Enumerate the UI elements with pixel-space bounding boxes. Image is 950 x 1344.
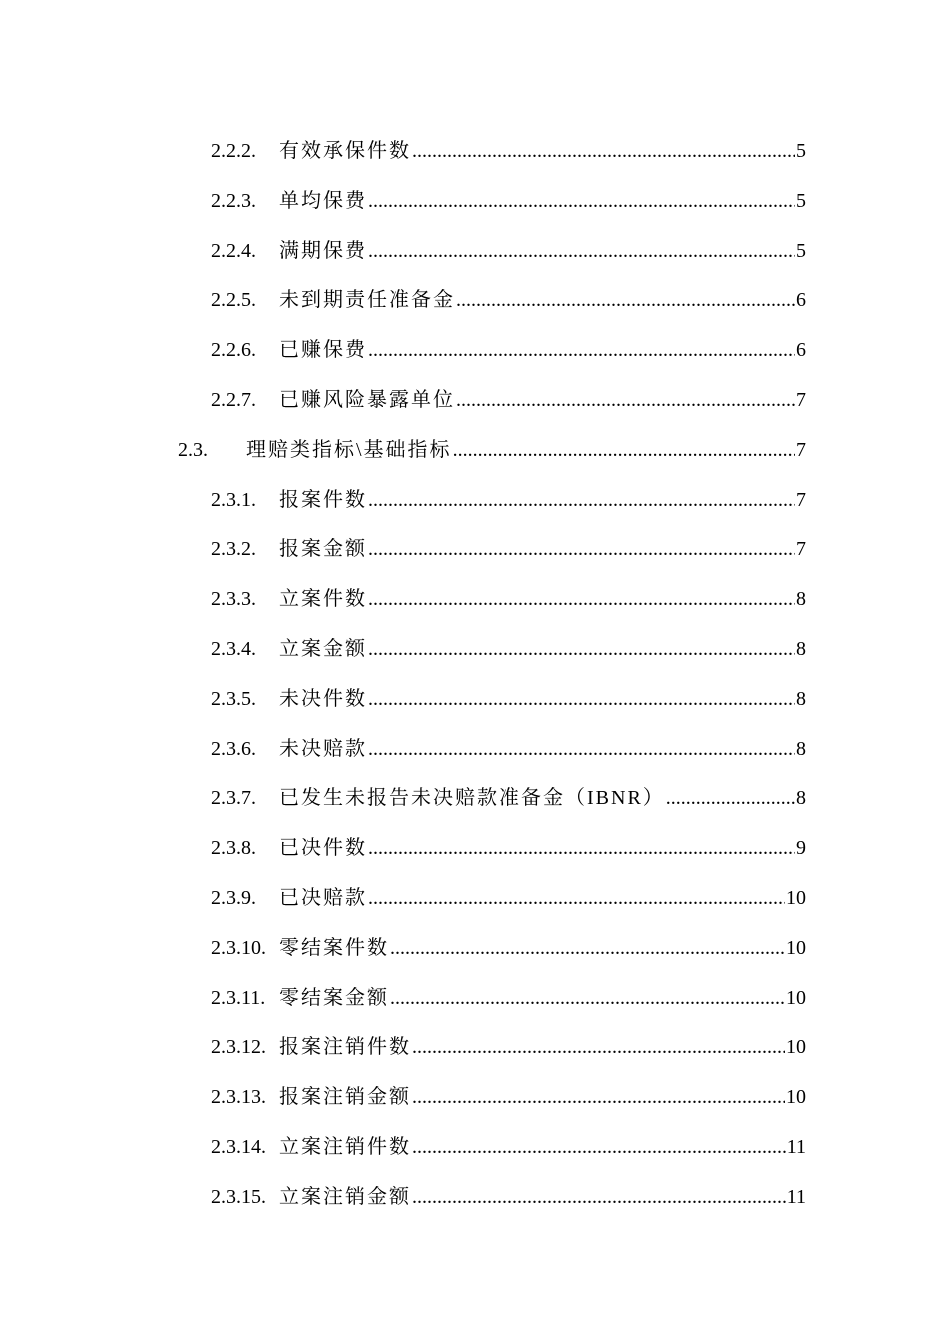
toc-leader-dots <box>456 285 795 315</box>
toc-entry-page: 5 <box>796 239 806 262</box>
toc-entry-page: 10 <box>786 936 806 959</box>
toc-entry-page: 7 <box>796 538 806 561</box>
toc-leader-dots <box>412 1132 786 1162</box>
toc-entry-number: 2.3.7. <box>211 787 256 810</box>
toc-entry[interactable] <box>211 186 806 216</box>
toc-entry[interactable] <box>211 335 806 365</box>
toc-entry[interactable] <box>211 1082 806 1112</box>
toc-leader-dots <box>412 136 795 166</box>
toc-leader-dots <box>368 634 795 664</box>
toc-entry[interactable] <box>211 734 806 764</box>
toc-entry-number: 2.2.7. <box>211 389 256 411</box>
toc-entry-title: 立案注销金额 <box>279 1185 411 1208</box>
toc-entry-page: 10 <box>786 1086 806 1109</box>
toc-entry-number: 2.3.4. <box>211 638 256 660</box>
toc-entry[interactable] <box>211 136 806 166</box>
toc-entry-number: 2.3.9. <box>211 887 256 909</box>
toc-entry[interactable] <box>211 833 806 863</box>
toc-entry-page: 11 <box>786 1185 806 1208</box>
toc-entry-title: 未到期责任准备金 <box>279 289 455 312</box>
toc-entry-page: 10 <box>786 887 806 909</box>
toc-entry-page: 5 <box>796 189 806 212</box>
toc-entry-page: 8 <box>796 687 806 710</box>
toc-entry-title: 未决件数 <box>279 687 367 710</box>
toc-entry[interactable] <box>211 684 806 714</box>
toc-entry-number: 2.3.6. <box>211 737 256 760</box>
toc-leader-dots <box>453 435 795 465</box>
toc-entry-number: 2.3.8. <box>211 837 256 860</box>
toc-entry-title: 报案金额 <box>279 538 367 561</box>
toc-entry[interactable] <box>211 534 806 564</box>
toc-entry[interactable] <box>211 634 806 664</box>
toc-entry-title: 已决赔款 <box>279 887 367 909</box>
toc-entry-page: 7 <box>796 389 806 411</box>
toc-entry-title: 满期保费 <box>279 239 367 262</box>
toc-entry-title: 立案件数 <box>279 588 367 611</box>
toc-entry-page: 8 <box>796 787 806 810</box>
toc-entry-page: 6 <box>796 339 806 362</box>
toc-leader-dots <box>368 584 795 614</box>
toc-entry-number: 2.3.11. <box>211 986 266 1009</box>
toc-entry-title: 立案金额 <box>279 638 367 660</box>
toc-entry-number: 2.3.3. <box>211 588 256 611</box>
toc-entry-title: 报案注销金额 <box>279 1086 411 1109</box>
toc-entry-number: 2.2.5. <box>211 289 256 312</box>
toc-entry-number: 2.3.2. <box>211 538 256 561</box>
toc-entry-title: 有效承保件数 <box>279 140 411 162</box>
toc-entry-number: 2.3.14. <box>211 1136 266 1158</box>
toc-entry-page: 6 <box>796 289 806 312</box>
toc-leader-dots <box>390 933 785 963</box>
toc-entry[interactable] <box>211 236 806 266</box>
toc-entry-title: 已赚保费 <box>279 339 367 362</box>
toc-entry-title: 报案注销件数 <box>279 1036 411 1059</box>
toc-entry[interactable] <box>211 983 806 1013</box>
toc-entry-page: 9 <box>796 837 806 860</box>
toc-entry-page: 8 <box>796 737 806 760</box>
toc-leader-dots <box>368 186 795 216</box>
toc-entry-page: 10 <box>786 986 806 1009</box>
toc-leader-dots <box>368 534 795 564</box>
toc-leader-dots <box>368 684 795 714</box>
toc-entry-title: 报案件数 <box>279 488 367 511</box>
toc-entry-title: 已决件数 <box>279 837 367 860</box>
toc-entry[interactable] <box>211 485 806 515</box>
toc-entry-number: 2.2.3. <box>211 189 256 212</box>
toc-entry[interactable] <box>211 1132 806 1162</box>
toc-entry[interactable] <box>211 783 806 813</box>
toc-entry-title: 理赔类指标\基础指标 <box>246 438 452 461</box>
toc-leader-dots <box>368 734 795 764</box>
toc-leader-dots <box>368 485 795 515</box>
toc-leader-dots <box>412 1032 785 1062</box>
toc-entry-page: 5 <box>796 140 806 162</box>
toc-entry-number: 2.2.2. <box>211 140 256 162</box>
toc-entry[interactable] <box>211 1182 806 1212</box>
toc-entry-number: 2.2.6. <box>211 339 256 362</box>
toc-entry[interactable] <box>211 933 806 963</box>
toc-entry-number: 2.3.12. <box>211 1036 266 1059</box>
toc-entry-title: 已发生未报告未决赔款准备金（IBNR） <box>279 787 665 810</box>
toc-entry[interactable] <box>211 1032 806 1062</box>
toc-entry-page: 8 <box>796 588 806 611</box>
toc-entry-title: 零结案金额 <box>279 986 389 1009</box>
toc-entry-number: 2.3.13. <box>211 1086 266 1109</box>
toc-entry-title: 立案注销件数 <box>279 1136 411 1158</box>
toc-leader-dots <box>368 236 795 266</box>
toc-entry-number: 2.3.15. <box>211 1185 266 1208</box>
toc-leader-dots <box>456 385 795 415</box>
toc-entry-page: 7 <box>796 488 806 511</box>
toc-entry[interactable] <box>211 385 806 415</box>
toc-leader-dots <box>412 1082 785 1112</box>
toc-entry-title: 已赚风险暴露单位 <box>279 389 455 411</box>
toc-entry-number: 2.3.1. <box>211 488 256 511</box>
toc-leader-dots <box>368 833 795 863</box>
toc-entry-title: 单均保费 <box>279 189 367 212</box>
toc-leader-dots <box>666 783 795 813</box>
toc-entry[interactable] <box>211 883 806 913</box>
toc-entry-number: 2.2.4. <box>211 239 256 262</box>
toc-entry-page: 7 <box>796 438 806 461</box>
toc-leader-dots <box>368 335 795 365</box>
toc-leader-dots <box>390 983 785 1013</box>
toc-entry[interactable] <box>178 435 806 465</box>
toc-entry-title: 未决赔款 <box>279 737 367 760</box>
toc-leader-dots <box>412 1182 786 1212</box>
toc-leader-dots <box>368 883 785 913</box>
toc-entry-number: 2.3.5. <box>211 687 256 710</box>
toc-entry[interactable] <box>211 285 806 315</box>
toc-entry-title: 零结案件数 <box>279 936 389 959</box>
toc-entry-page: 10 <box>786 1036 806 1059</box>
toc-entry-page: 8 <box>796 638 806 660</box>
toc-entry[interactable] <box>211 584 806 614</box>
toc-entry-number: 2.3. <box>178 438 208 461</box>
toc-entry-number: 2.3.10. <box>211 936 266 959</box>
toc-entry-page: 11 <box>786 1136 806 1158</box>
